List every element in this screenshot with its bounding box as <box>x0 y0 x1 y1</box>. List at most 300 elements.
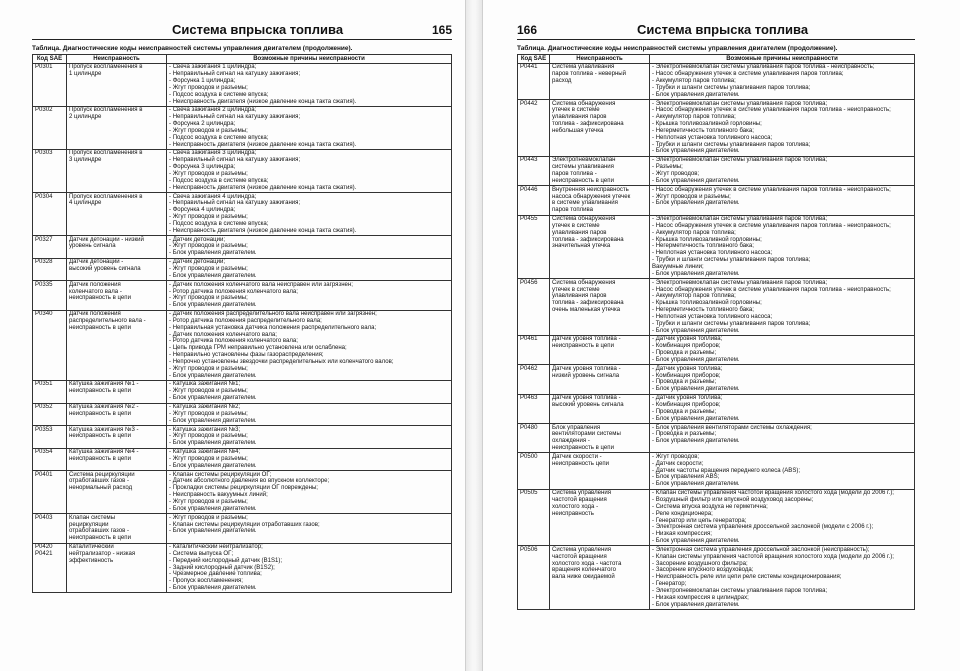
causes-line: - Катушка зажигания №3; <box>169 426 241 433</box>
fault-line: Система управления <box>552 546 612 553</box>
fault-line: 2 цилиндре <box>69 114 102 121</box>
table-row <box>33 426 452 449</box>
fault-cell <box>550 215 650 279</box>
causes-line: - Датчик положения распределительного вала неисправен или загрязнен; <box>169 311 377 318</box>
table-row <box>518 489 915 546</box>
code-line: P0446 <box>520 186 538 193</box>
code-line: P0340 <box>35 311 53 318</box>
fault-line: 3 цилиндре <box>69 157 102 164</box>
fault-cell <box>67 403 167 426</box>
causes-cell <box>650 365 915 394</box>
causes-line: - Аккумулятор паров топлива; <box>652 293 736 300</box>
code-line: P0301 <box>35 64 53 71</box>
code-cell <box>33 258 67 281</box>
causes-cell <box>167 281 452 310</box>
fault-line: неисправность в цепи <box>69 433 131 440</box>
causes-line: - Блок управления двигателем. <box>169 417 257 424</box>
table-row <box>518 453 915 489</box>
fault-line: Датчик уровня топлива - <box>552 336 621 343</box>
causes-line: - Неисправность двигателя (низкое давление конца такта сжатия). <box>169 141 357 148</box>
fault-line: охлаждения - <box>552 438 590 445</box>
causes-line: - Блок управления двигателем. <box>652 538 740 545</box>
causes-line: - Аккумулятор паров топлива; <box>652 78 736 85</box>
fault-line: неисправность в цепи <box>552 343 614 350</box>
causes-line: - Неисправность двигателя (низкое давление конца такта сжатия). <box>169 184 357 191</box>
fault-line: отработавших газов - <box>69 528 129 535</box>
code-cell <box>33 106 67 149</box>
column-header-code: Код SAE <box>518 55 550 64</box>
fault-line: неисправность <box>552 510 594 517</box>
code-line: P0303 <box>35 150 53 157</box>
fault-line: Катушка зажигания №1 - <box>69 381 139 388</box>
fault-line: Датчик уровня топлива - <box>552 365 621 372</box>
causes-line: - Ротор датчика положения распределительного вала; <box>169 317 322 324</box>
fault-line: неисправность в цепи <box>69 410 131 417</box>
fault-cell <box>67 310 167 380</box>
fault-line: Катушка зажигания №4 - <box>69 449 139 456</box>
causes-line: - Негерметичность топливного бака; <box>652 307 754 314</box>
code-line: P0304 <box>35 193 53 200</box>
table-caption: Таблица. Диагностические коды неисправностей системы управления двигателем (продолжение). <box>32 45 353 52</box>
fault-line: уровень сигнала <box>69 243 116 250</box>
code-line: P0461 <box>520 336 538 343</box>
fault-cell <box>550 453 650 489</box>
code-cell <box>518 100 550 157</box>
fault-cell <box>67 236 167 259</box>
causes-line: - Жгут проводов и разъемы; <box>169 388 248 395</box>
causes-line: - Трубки и шланги системы улавливания паров топлива; <box>652 141 811 148</box>
fault-line: Система управления <box>552 490 612 497</box>
table-row <box>33 258 452 281</box>
causes-line: - Неправильный сигнал на катушку зажигания; <box>169 157 301 164</box>
fault-line: Пропуск воспламенения в <box>69 150 143 157</box>
fault-line: холостого хода - частота <box>552 560 622 567</box>
fault-line: низкий уровень сигнала <box>552 372 620 379</box>
causes-line: - Жгут проводов и разъемы; <box>169 498 248 505</box>
causes-line: - Датчик детонации; <box>169 236 225 243</box>
code-cell <box>518 394 550 423</box>
causes-cell <box>650 453 915 489</box>
causes-line: - Блок управления двигателем. <box>169 585 257 592</box>
causes-line: - Комбинация приборов; <box>652 402 721 408</box>
causes-line: - Подсос воздуха в системе впуска; <box>169 220 269 227</box>
fault-line: Датчик уровня топлива - <box>552 395 621 402</box>
fault-line: отработавших газов - <box>69 478 129 485</box>
code-line: P0352 <box>35 404 53 410</box>
fault-line: значительная утечка <box>552 243 611 250</box>
fault-line: частотой вращения <box>552 496 607 503</box>
causes-line: - Блок управления двигателем. <box>169 395 257 402</box>
right-page <box>482 0 960 671</box>
causes-line: - Катушка зажигания №4; <box>169 449 241 456</box>
causes-cell <box>167 106 452 149</box>
causes-cell <box>650 394 915 423</box>
causes-cell <box>650 156 915 185</box>
causes-cell <box>650 546 915 610</box>
causes-cell <box>167 193 452 236</box>
table-row <box>33 193 452 236</box>
causes-line: - Проводка и разъемы; <box>652 431 717 438</box>
causes-line: - Неисправность реле или цепи реле системы кондиционирования; <box>652 574 842 581</box>
fault-line: эффективность <box>69 557 114 564</box>
fault-line: вала ниже ожидаемой <box>552 574 615 581</box>
fault-line: системы улавливания <box>552 164 614 171</box>
code-cell <box>518 453 550 489</box>
causes-line: - Система выпуска ОГ; <box>169 550 234 557</box>
code-cell <box>518 424 550 453</box>
fault-cell <box>550 156 650 185</box>
causes-cell <box>167 236 452 259</box>
fault-line: Датчик положения <box>69 281 121 288</box>
code-line: P0506 <box>520 546 538 553</box>
fault-line: Датчик скорости - <box>552 453 602 460</box>
fault-line: коленчатого вала - <box>69 288 122 295</box>
causes-line: - Прокладки системы рециркуляции ОГ повреждены; <box>169 485 318 492</box>
causes-line: - Засорение впускного воздуховода; <box>652 567 754 574</box>
fault-cell <box>67 426 167 449</box>
table-caption: Таблица. Диагностические коды неисправностей системы управления двигателем (продолжение). <box>517 45 838 52</box>
code-cell <box>518 156 550 185</box>
fault-line: 1 цилиндре <box>69 71 102 78</box>
causes-line: - Электропневмоклапан системы улавливания паров топлива - неисправность; <box>652 64 875 71</box>
table-row <box>33 63 452 106</box>
causes-line: - Блок управления двигателем. <box>652 270 740 277</box>
code-cell <box>33 471 67 514</box>
causes-cell <box>167 310 452 380</box>
table-row <box>33 281 452 310</box>
fault-line: неисправность цепи <box>552 460 610 467</box>
table-row <box>33 380 452 403</box>
causes-line: - Датчик положения коленчатого вала; <box>169 331 277 338</box>
fault-line: паров топлива <box>552 207 594 214</box>
fault-line: паров топлива - <box>552 171 597 177</box>
table-row <box>33 543 452 593</box>
code-cell <box>33 149 67 192</box>
causes-line: - Блок управления двигателем. <box>169 302 257 309</box>
causes-line: - Блок управления двигателем. <box>169 250 257 257</box>
code-line: P0463 <box>520 395 538 402</box>
code-line: P0455 <box>520 216 538 223</box>
fault-line: распределительного вала - <box>69 317 146 324</box>
causes-line: - Низкая компрессия в цилиндрах; <box>652 594 749 601</box>
column-header-causes: Возможные причины неисправности <box>650 55 915 64</box>
causes-line: - Электронная система управления дроссельной заслонкой (модели с 2006 г.); <box>652 524 874 531</box>
causes-line: - Катушка зажигания №2; <box>169 404 241 410</box>
fault-cell <box>67 448 167 471</box>
causes-line: - Блок управления двигателем. <box>169 272 257 279</box>
causes-cell <box>650 215 915 279</box>
causes-cell <box>650 489 915 546</box>
causes-line: - Свеча зажигания 1 цилиндра; <box>169 64 257 71</box>
fault-line: неисправность в цепи <box>69 324 131 331</box>
fault-line: Электропневмоклапан <box>552 157 616 164</box>
code-line: P0456 <box>520 279 538 286</box>
causes-line: - Форсунка 4 цилиндра; <box>169 207 236 214</box>
fault-line: очень маленькая утечка <box>552 307 621 314</box>
causes-line: - Датчик уровня топлива; <box>652 395 723 402</box>
table-row <box>33 448 452 471</box>
causes-line: - Блок управления двигателем. <box>652 356 740 363</box>
fault-line: неисправность в цепи <box>69 388 131 395</box>
causes-line: - Блок управления двигателем. <box>169 505 257 512</box>
code-line: P0500 <box>520 453 538 460</box>
causes-line: - Проводка и разъемы; <box>652 379 717 386</box>
fault-line: утечек в системе <box>552 286 600 293</box>
code-cell <box>33 514 67 543</box>
causes-line: - Крышка топливозаливной горловины; <box>652 236 762 243</box>
fault-line: неисправность в цепи <box>69 535 131 542</box>
left-page <box>0 0 466 671</box>
fault-line: Система рециркуляции <box>69 471 135 478</box>
code-line: P0354 <box>35 449 53 456</box>
fault-line: Система улавливания <box>552 64 615 71</box>
code-line: P0420 <box>35 544 53 551</box>
table-row <box>518 63 915 99</box>
fault-line: Клапан системы <box>69 514 116 521</box>
causes-line: - Жгут проводов; <box>652 453 700 460</box>
causes-cell <box>167 380 452 403</box>
fault-cell <box>67 380 167 403</box>
causes-cell <box>167 448 452 471</box>
causes-line: - Жгут проводов и разъемы; <box>169 84 248 91</box>
fault-line: Катушка зажигания №2 - <box>69 404 139 410</box>
code-line: P0351 <box>35 381 53 388</box>
causes-line: - Блок управления двигателем. <box>169 462 257 469</box>
table-row <box>518 100 915 157</box>
causes-line: - Блок управления двигателем. <box>652 177 740 184</box>
causes-line: - Клапан системы управления частотой вращения холостого хода (модели до 2006 г.); <box>652 490 894 497</box>
fault-line: топлива - зафиксирована <box>552 236 624 243</box>
fault-line: паров топлива - неверный <box>552 71 627 78</box>
fault-line: неисправность в цепи <box>552 445 614 452</box>
causes-line: - Жгут проводов и разъемы; <box>169 455 248 462</box>
fault-line: улавливания паров <box>552 229 607 236</box>
fault-line: Пропуск воспламенения в <box>69 64 143 71</box>
causes-line: - Электропневмоклапан системы улавливания паров топлива; <box>652 100 828 107</box>
fault-line: топлива - зафиксирована <box>552 300 624 307</box>
code-line: P0421 <box>35 550 53 557</box>
causes-line: - Датчик скорости; <box>652 460 704 467</box>
fault-line: Датчик детонации - низкий <box>69 236 144 243</box>
fault-line: частотой вращения <box>552 553 607 560</box>
fault-line: высокий уровень сигнала <box>69 265 141 272</box>
code-cell <box>33 543 67 593</box>
fault-line: нейтрализатор - низкая <box>69 550 136 557</box>
causes-line: - Блок управления двигателем. <box>652 415 740 422</box>
fault-line: насоса обнаружения утечек <box>552 193 631 200</box>
page-title: Система впрыска топлива <box>172 22 344 37</box>
causes-line: - Реле кондиционера; <box>652 510 713 517</box>
code-cell <box>33 310 67 380</box>
causes-line: - Жгут проводов и разъемы; <box>169 410 248 417</box>
causes-line: - Трубки и шланги системы улавливания паров топлива; <box>652 84 811 91</box>
causes-line: - Жгут проводов и разъемы; <box>169 295 248 302</box>
code-cell <box>518 335 550 364</box>
code-cell <box>518 215 550 279</box>
fault-line: топлива - зафиксирована <box>552 121 624 128</box>
causes-line: - Подсос воздуха в системе впуска; <box>169 91 269 98</box>
causes-line: - Воздушный фильтр или впускной воздуховод засорены; <box>652 496 814 503</box>
causes-line: - Комбинация приборов; <box>652 372 721 379</box>
code-line: P0302 <box>35 107 53 114</box>
causes-line: - Клапан системы управления частотой вращения холостого хода (модели до 2006 г.); <box>652 553 894 560</box>
causes-line: - Неправильный сигнал на катушку зажигания; <box>169 200 301 207</box>
causes-cell <box>167 426 452 449</box>
page-number: 165 <box>431 23 452 37</box>
causes-line: - Низкая компрессия; <box>652 531 712 538</box>
causes-line: - Блок управления двигателем. <box>652 148 740 155</box>
code-cell <box>518 186 550 215</box>
causes-line: - Форсунка 1 цилиндра; <box>169 78 236 85</box>
causes-line: - Жгут проводов и разъемы; <box>169 365 248 372</box>
causes-line: - Аккумулятор паров топлива; <box>652 114 736 121</box>
fault-line: Система обнаружения <box>552 100 616 107</box>
causes-line: - Неплотная установка топливного насоса; <box>652 313 773 320</box>
code-cell <box>518 365 550 394</box>
causes-line: - Жгут проводов; <box>652 171 700 177</box>
code-line: P0335 <box>35 281 53 288</box>
fault-line: Пропуск воспламенения в <box>69 193 143 200</box>
fault-line: неисправность в цепи <box>69 295 131 302</box>
causes-line: - Неисправность двигателя (низкое давление конца такта сжатия). <box>169 98 357 105</box>
causes-line: - Жгут проводов и разъемы; <box>169 171 248 177</box>
causes-line: - Насос обнаружения утечек в системе улавливания паров топлива - неисправность; <box>652 286 891 293</box>
table-row <box>33 149 452 192</box>
causes-line: - Блок управления двигателем. <box>652 327 740 334</box>
causes-line: - Датчик уровня топлива; <box>652 336 723 343</box>
fault-cell <box>550 365 650 394</box>
fault-line: Датчик положения <box>69 311 121 318</box>
causes-line: - Жгут проводов и разъемы; <box>169 243 248 250</box>
causes-cell <box>167 63 452 106</box>
fault-line: Внутренняя неисправность <box>552 186 629 193</box>
fault-line: Система обнаружения <box>552 216 616 223</box>
causes-line: - Жгут проводов и разъемы; <box>169 265 248 272</box>
code-cell <box>518 489 550 546</box>
causes-line: - Датчик уровня топлива; <box>652 365 723 372</box>
table-row <box>518 156 915 185</box>
fault-line: вентиляторами системы <box>552 431 621 438</box>
code-cell <box>33 426 67 449</box>
fault-cell <box>550 335 650 364</box>
code-line: P0462 <box>520 365 538 372</box>
causes-line: - Передний кислородный датчик (B1S1); <box>169 557 283 564</box>
code-cell <box>33 380 67 403</box>
table-row <box>33 236 452 259</box>
code-line: P0442 <box>520 100 538 107</box>
causes-line: - Подсос воздуха в системе впуска; <box>169 134 269 141</box>
code-line: P0480 <box>520 424 538 431</box>
code-line: P0505 <box>520 490 538 497</box>
code-line: P0328 <box>35 259 53 266</box>
causes-line: - Система впуска воздуха не герметична; <box>652 503 768 510</box>
causes-line: - Насос обнаружения утечек в системе улавливания паров топлива - неисправность; <box>652 107 891 114</box>
causes-line: - Свеча зажигания 3 цилиндра; <box>169 150 257 157</box>
code-line: P0443 <box>520 157 538 164</box>
causes-line: - Электропневмоклапан системы улавливания паров топлива; <box>652 587 828 594</box>
causes-line: - Задний кислородный датчик (B1S2); <box>169 564 275 571</box>
causes-line: - Пропуск воспламенения; <box>169 578 243 585</box>
table-row <box>33 310 452 380</box>
causes-line: - Крышка топливозаливной горловины; <box>652 300 762 307</box>
causes-line: - Неправильный сигнал на катушку зажигания; <box>169 71 301 78</box>
fault-cell <box>67 63 167 106</box>
causes-line: - Электропневмоклапан системы улавливания паров топлива; <box>652 279 828 286</box>
causes-line: - Непрочно установлены звездочки распределительных или коленчатого валов; <box>169 358 394 365</box>
causes-line: - Ротор датчика положения коленчатого вала; <box>169 288 298 295</box>
table-row <box>518 424 915 453</box>
causes-line: - Электронная система управления дроссельной заслонкой (неисправность); <box>652 546 870 553</box>
causes-line: - Датчик детонации; <box>169 259 225 266</box>
fault-line: ненормальный расход <box>69 485 133 492</box>
table-row <box>33 471 452 514</box>
causes-line: - Блок управления двигателем. <box>169 440 257 447</box>
fault-line: Каталитический <box>69 544 114 551</box>
causes-line: - Блок управления ABS; <box>652 474 720 481</box>
causes-line: - Неисправность вакуумных линий; <box>169 492 268 499</box>
causes-cell <box>650 335 915 364</box>
table-row <box>33 403 452 426</box>
code-cell <box>33 281 67 310</box>
causes-line: - Блок управления двигателем. <box>169 372 257 379</box>
page-header <box>32 22 452 40</box>
code-cell <box>518 546 550 610</box>
table-row <box>33 514 452 543</box>
causes-cell <box>167 258 452 281</box>
causes-cell <box>167 149 452 192</box>
table-row <box>518 546 915 610</box>
causes-line: - Ротор датчика положения коленчатого вала; <box>169 338 298 345</box>
fault-cell <box>67 471 167 514</box>
code-cell <box>33 63 67 106</box>
column-header-code: Код SAE <box>33 55 67 64</box>
causes-cell <box>167 471 452 514</box>
fault-cell <box>550 546 650 610</box>
table-row <box>518 279 915 336</box>
causes-line: - Жгут проводов и разъемы; <box>169 127 248 134</box>
causes-line: - Клапан системы рециркуляции отработавших газов; <box>169 521 320 528</box>
dtc-table <box>517 54 915 610</box>
table-row <box>518 394 915 423</box>
page-title: Система впрыска топлива <box>637 22 809 37</box>
causes-line: - Электропневмоклапан системы улавливания паров топлива; <box>652 157 828 164</box>
fault-line: небольшая утечка <box>552 127 604 134</box>
causes-line: - Каталитический нейтрализатор; <box>169 544 263 551</box>
causes-line: - Подсос воздуха в системе впуска; <box>169 177 269 184</box>
causes-line: - Катушка зажигания №1; <box>169 381 241 388</box>
table-row <box>33 106 452 149</box>
causes-line: - Жгут проводов и разъемы; <box>652 193 731 200</box>
causes-cell <box>650 279 915 336</box>
causes-line: - Насос обнаружения утечек в системе улавливания паров топлива; <box>652 71 844 78</box>
page-number: 166 <box>517 23 538 37</box>
fault-line: холостого хода - <box>552 503 599 510</box>
fault-cell <box>550 489 650 546</box>
fault-line: утечек в системе <box>552 222 600 229</box>
causes-line: - Жгут проводов и разъемы; <box>169 214 248 221</box>
fault-cell <box>550 279 650 336</box>
fault-line: Датчик детонации - <box>69 259 124 266</box>
causes-line: - Клапан системы рециркуляции ОГ; <box>169 471 272 478</box>
causes-line: - Датчик положения коленчатого вала неисправен или загрязнен; <box>169 281 353 288</box>
code-line: P0353 <box>35 426 53 433</box>
fault-line: Блок управления <box>552 424 601 431</box>
causes-line: - Свеча зажигания 4 цилиндра; <box>169 193 257 200</box>
fault-line: 4 цилиндре <box>69 200 102 207</box>
causes-cell <box>167 543 452 593</box>
causes-cell <box>650 63 915 99</box>
causes-cell <box>650 186 915 215</box>
